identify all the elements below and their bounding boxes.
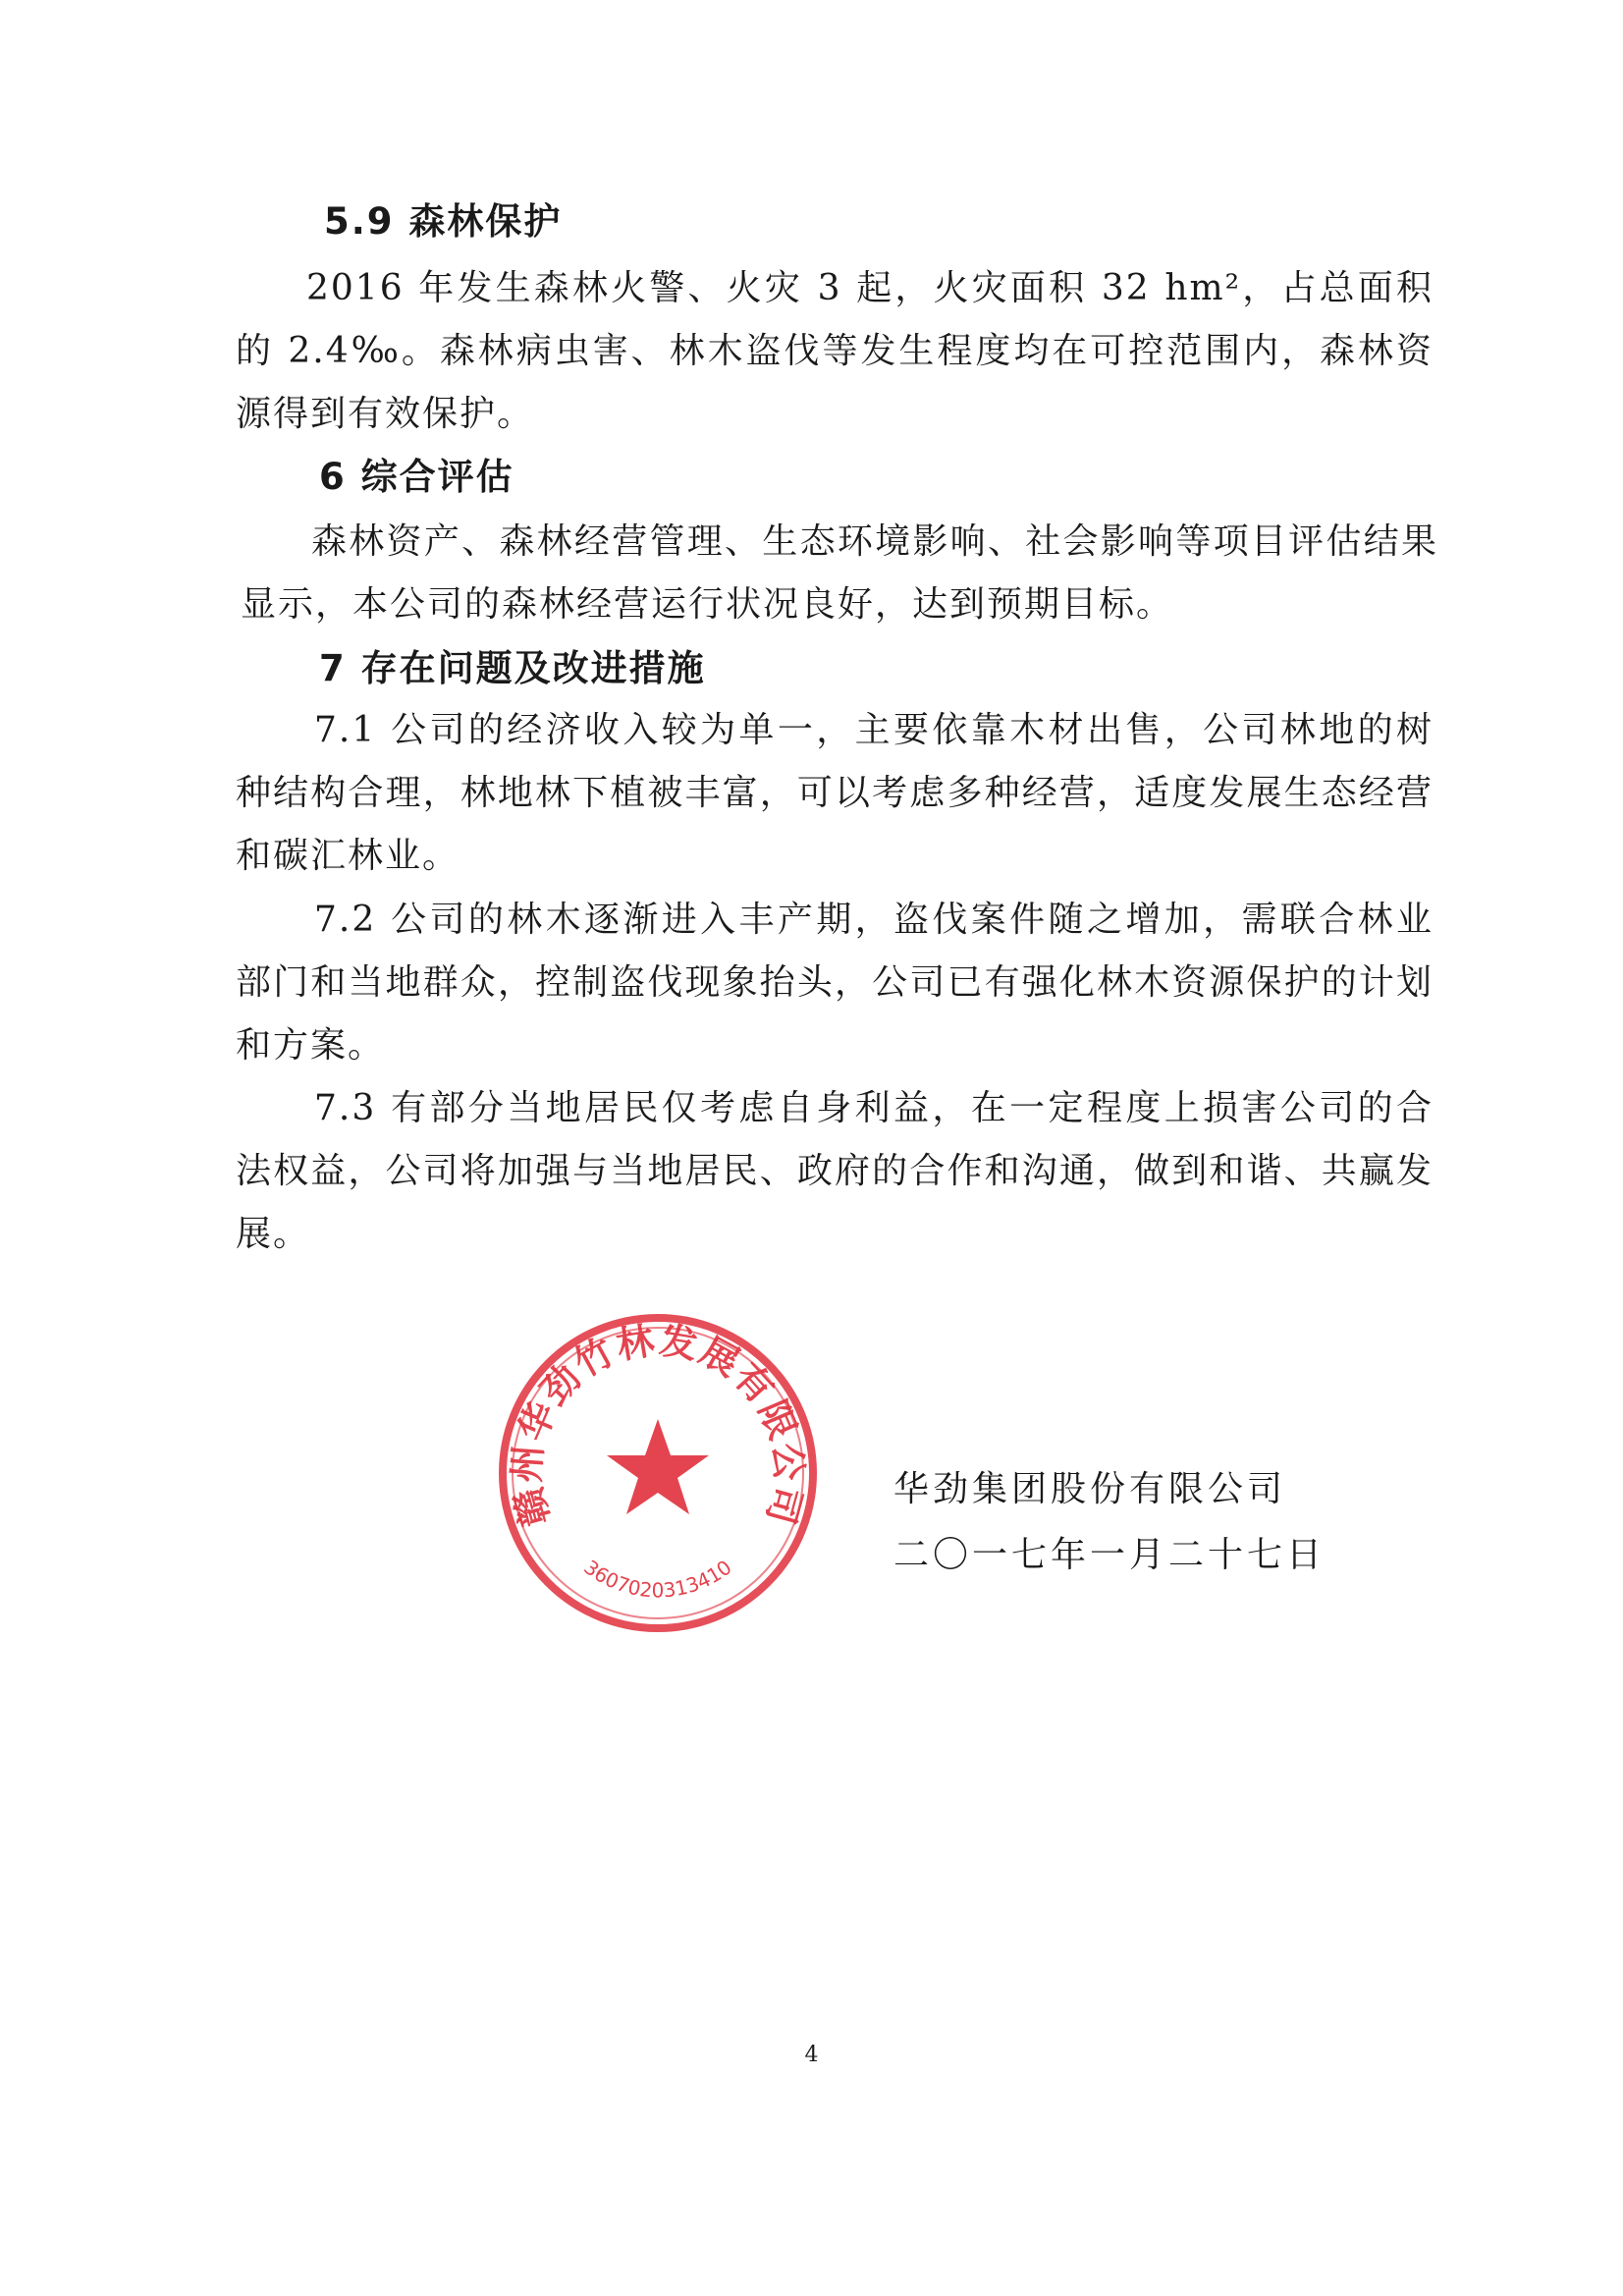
seal-text: 赣州华劲竹林发展有限公司: [504, 1318, 812, 1531]
company-seal: [491, 1306, 825, 1640]
section-7-item-3: 7.3 有部分当地居民仅考虑自身利益，在一定程度上损害公司的合法权益，公司将加强与当地居民、政府的合作和沟通，做到和谐、共赢发展。: [236, 1088, 1434, 1254]
section-7-item-2: 7.2 公司的林木逐渐进入丰产期，盗伐案件随之增加，需联合林业部门和当地群众，控制盗伐现象抬头，公司已有强化林木资源保护的计划和方案。: [236, 900, 1434, 1066]
seal-code: 3607020313410: [579, 1555, 736, 1603]
signature-company: 华劲集团股份有限公司: [893, 1469, 1287, 1509]
section-5-9-heading: 5.9 森林保护: [324, 200, 563, 243]
page-number: 4: [804, 2043, 819, 2067]
section-5-9-paragraph: 2016 年发生森林火警、火灾 3 起，火灾面积 32 hm²，占总面积的 2.4‰。森林病虫害、林木盗伐等发生程度均在可控范围内，森林资源得到有效保护。: [236, 268, 1434, 434]
section-6-heading: 6 综合评估: [319, 456, 514, 498]
seal-star-icon: [607, 1419, 709, 1514]
svg-text:3607020313410: [579, 1556, 735, 1603]
section-7-item-1: 7.1 公司的经济收入较为单一，主要依靠木材出售，公司林地的树种结构合理，林地林下植被丰富，可以考虑多种经营，适度发展生态经营和碳汇林业。: [236, 710, 1434, 876]
section-7-heading: 7 存在问题及改进措施: [319, 647, 706, 689]
section-6-paragraph: 森林资产、森林经营管理、生态环境影响、社会影响等项目评估结果显示，本公司的森林经营运行状况良好，达到预期目标。: [241, 521, 1438, 625]
signature-date: 二〇一七年一月二十七日: [893, 1535, 1326, 1575]
